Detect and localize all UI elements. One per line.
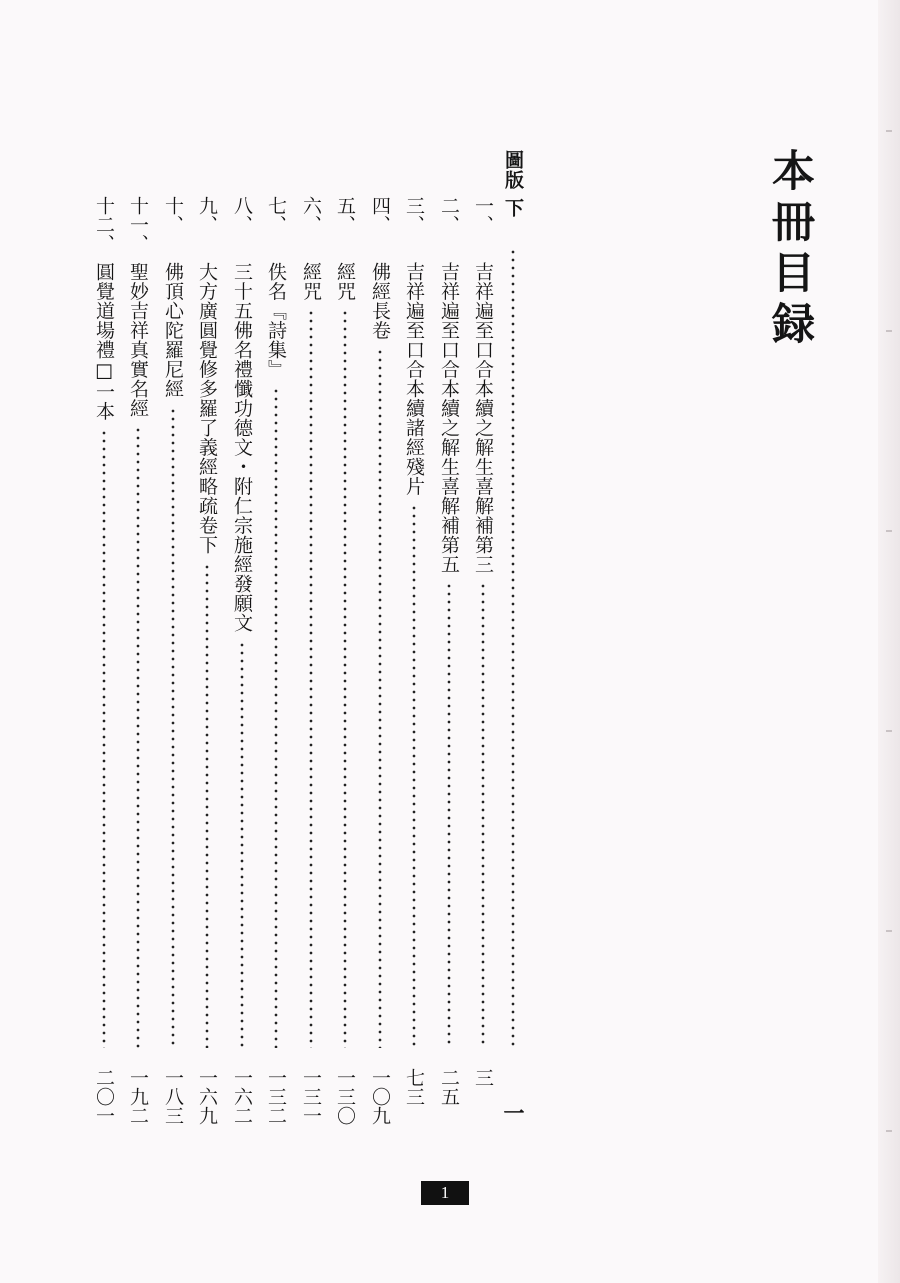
toc-entry-page: 二〇一	[93, 1068, 115, 1125]
toc-entry-number: 二、	[438, 196, 460, 234]
toc-leader-dots	[410, 504, 418, 1048]
toc-entry-number: 五、	[334, 196, 356, 234]
toc-entry-title: 吉祥遍至口合本續諸經殘片	[403, 262, 425, 496]
toc-leader-dots	[134, 426, 142, 1048]
toc-leader-dots	[203, 563, 211, 1048]
section-heading: 圖版 下	[502, 150, 524, 218]
toc-leader-dots	[169, 407, 177, 1048]
toc-entry-title: 經咒	[334, 262, 356, 301]
toc-entry-number: 十一、	[127, 196, 149, 253]
toc-entry-title: 佛頂心陀羅尼經	[162, 262, 184, 399]
binding-stitch	[886, 1130, 892, 1132]
toc-entry-page: 一六二	[231, 1068, 253, 1125]
binding-stitch	[886, 530, 892, 532]
section-page-number: 一	[501, 1102, 526, 1123]
toc-entry-page: 一三二	[265, 1068, 287, 1125]
toc-entry-page: 一八三	[162, 1068, 184, 1125]
toc-leader-dots	[376, 348, 384, 1048]
toc-entry-title: 吉祥遍至口合本續之解生喜解補第五	[438, 262, 460, 574]
toc-entry-page: 一九二	[127, 1068, 149, 1125]
toc-entry-title: 三十五佛名禮懺功德文・附仁宗施經發願文	[231, 262, 253, 633]
toc-entry-title: 吉祥遍至口合本續之解生喜解補第三	[472, 262, 494, 574]
toc-entry-number: 十、	[162, 196, 184, 234]
toc-entry-title: 佛經長卷	[369, 262, 391, 340]
toc-leader-dots	[100, 429, 108, 1048]
toc-entry-page: 一三〇	[334, 1068, 356, 1125]
binding-stitch	[886, 330, 892, 332]
toc-entry-page: 七三	[403, 1068, 425, 1106]
toc-entry-number: 十二、	[93, 196, 115, 253]
toc-entry-page: 一六九	[196, 1068, 218, 1125]
toc-leader-dots	[479, 582, 487, 1048]
toc-entry-number: 八、	[231, 196, 253, 234]
toc-leader-dots	[307, 309, 315, 1048]
page-number: 1	[421, 1181, 469, 1205]
page-title: 本冊目録	[765, 148, 815, 352]
toc-entry-number: 一、	[472, 196, 494, 234]
toc-entry-number: 三、	[403, 196, 425, 234]
toc-entry-page: 一〇九	[369, 1068, 391, 1125]
toc-entry-page: 二五	[438, 1068, 460, 1106]
toc-entry-title: 佚名『詩集』	[265, 262, 287, 379]
toc-leader-dots	[272, 387, 280, 1048]
toc-leader-dots	[341, 309, 349, 1048]
toc-entry-title: 圓覺道場禮□一本	[93, 262, 115, 421]
section-leader-dots	[509, 248, 517, 1048]
toc-entry-number: 六、	[300, 196, 322, 234]
toc-leader-dots	[445, 582, 453, 1048]
binding-stitch	[886, 730, 892, 732]
toc-entry-title: 經咒	[300, 262, 322, 301]
binding-stitch	[886, 130, 892, 132]
toc-entry-page: 一三一	[300, 1068, 322, 1125]
toc-entry-title: 聖妙吉祥真實名經	[127, 262, 149, 418]
toc-entry-number: 九、	[196, 196, 218, 234]
toc-entry-title: 大方廣圓覺修多羅了義經略疏卷下	[196, 262, 218, 555]
toc-entry-number: 四、	[369, 196, 391, 234]
binding-stitch	[886, 930, 892, 932]
toc-leader-dots	[238, 641, 246, 1048]
toc-entry-number: 七、	[265, 196, 287, 234]
toc-entry-page: 三	[472, 1068, 494, 1087]
page-binding-edge	[878, 0, 900, 1283]
